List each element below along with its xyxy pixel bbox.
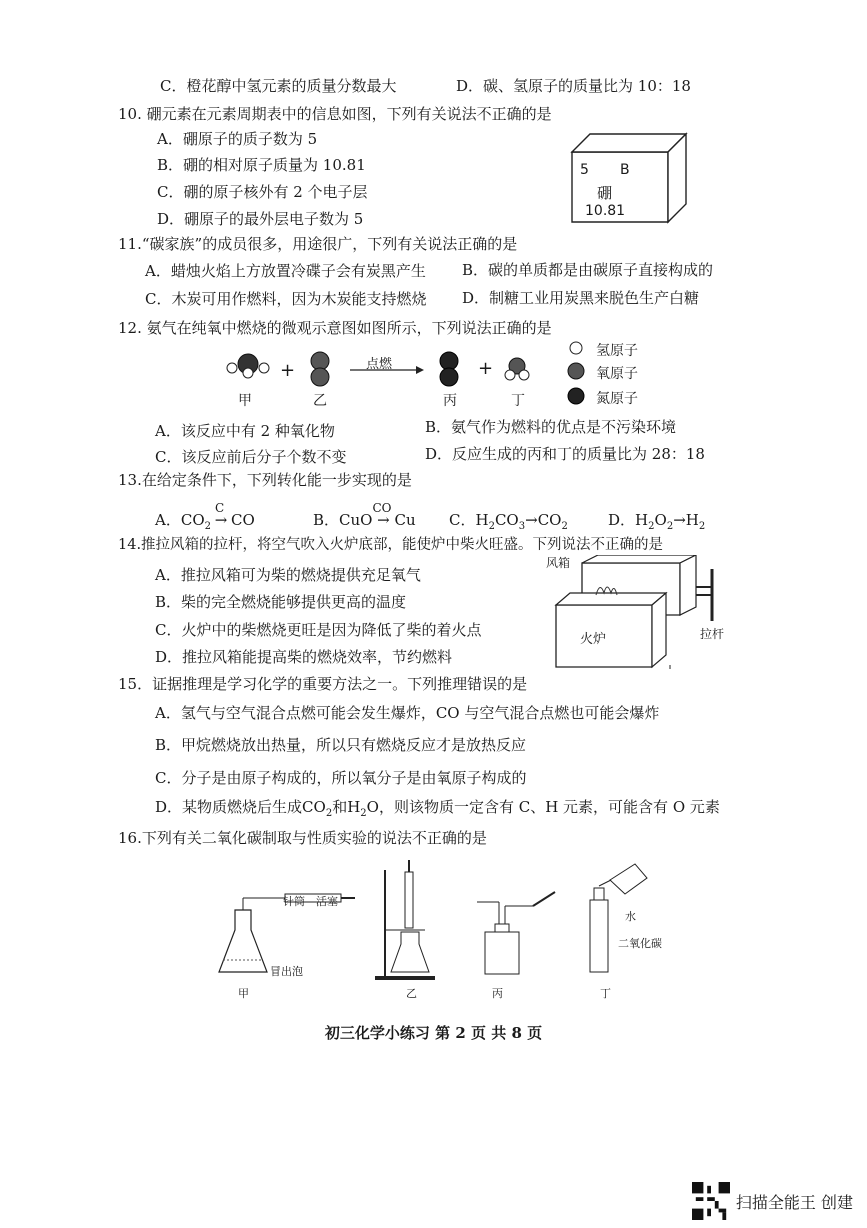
element-symbol: B bbox=[620, 162, 630, 178]
plunger-label: 活塞 bbox=[316, 895, 338, 908]
element-name: 硼 bbox=[597, 184, 613, 202]
label-yi: 乙 bbox=[313, 393, 327, 409]
legend-oxygen: 氧原子 bbox=[596, 366, 638, 382]
q15-option-a: A．氢气与空气混合点燃可能会发生爆炸，CO 与空气混合点燃也可能会爆炸 bbox=[155, 704, 660, 722]
label-yi-16: 乙 bbox=[406, 987, 417, 1000]
element-number: 5 bbox=[580, 162, 589, 178]
qr-code-icon bbox=[692, 1182, 730, 1220]
q10-option-d: D．硼原子的最外层电子数为 5 bbox=[157, 210, 364, 228]
q11-option-c: C．木炭可用作燃料，因为木炭能支持燃烧 bbox=[145, 290, 427, 308]
q14-stem: 14.推拉风箱的拉杆，将空气吹入火炉底部，能使炉中柴火旺盛。下列说法不正确的是 bbox=[118, 537, 664, 553]
q12-stem: 12. 氨气在纯氧中燃烧的微观示意图如图所示，下列说法正确的是 bbox=[118, 319, 552, 337]
legend-hydrogen: 氢原子 bbox=[596, 343, 638, 359]
q14-option-c: C．火炉中的柴燃烧更旺是因为降低了柴的着火点 bbox=[155, 621, 482, 639]
furnace-label: 火炉 bbox=[580, 632, 607, 647]
q10-option-c: C．硼的原子核外有 2 个电子层 bbox=[157, 183, 368, 201]
syringe-label: 针筒 bbox=[283, 895, 305, 908]
q13-option-b: B．CuO → CO Cu bbox=[313, 501, 416, 529]
rod-label: 拉杆 bbox=[700, 627, 725, 641]
page-footer: 初三化学小练习 第 2 页 共 8 页 bbox=[324, 1024, 543, 1042]
bubbles-label: 冒出泡 bbox=[270, 965, 303, 978]
q11-option-b: B．碳的单质都是由碳原子直接构成的 bbox=[462, 261, 714, 279]
q10-option-a: A．硼原子的质子数为 5 bbox=[157, 130, 318, 148]
q13-option-c: C．$H_2CO_3\to CO_2$ bbox=[449, 511, 568, 532]
q12-option-a: A．该反应中有 2 种氧化物 bbox=[155, 422, 335, 440]
q12-option-d: D．反应生成的丙和丁的质量比为 28：18 bbox=[425, 445, 705, 463]
element-mass: 10.81 bbox=[585, 203, 626, 219]
q12-option-c: C．该反应前后分子个数不变 bbox=[155, 448, 347, 466]
q15-option-b: B．甲烷燃烧放出热量，所以只有燃烧反应才是放热反应 bbox=[155, 736, 527, 754]
q13-option-a: A．$CO_2$ → C CO bbox=[155, 501, 255, 532]
plus-sign-2: + bbox=[478, 358, 494, 379]
q13-stem: 13.在给定条件下，下列转化能一步实现的是 bbox=[118, 471, 412, 489]
q12-option-b: B．氨气作为燃料的优点是不污染环境 bbox=[425, 418, 677, 436]
stamp-text: 扫描全能王 创建 bbox=[735, 1192, 853, 1212]
q15-stem: 15．证据推理是学习化学的重要方法之一。下列推理错误的是 bbox=[118, 675, 528, 693]
q10-option-b: B．硼的相对原子质量为 10.81 bbox=[157, 156, 366, 174]
label-ding: 丁 bbox=[511, 393, 525, 409]
q15-option-c: C．分子是由原子构成的，所以氧分子是由氧原子构成的 bbox=[155, 769, 527, 787]
q9-option-d: D．碳、氢原子的质量比为 10：18 bbox=[456, 77, 691, 95]
q11-option-a: A．蜡烛火焰上方放置冷碟子会有炭黑产生 bbox=[145, 262, 426, 280]
bellows-label: 风箱 bbox=[546, 556, 571, 570]
label-bing-16: 丙 bbox=[492, 987, 503, 1000]
legend-nitrogen: 氮原子 bbox=[596, 391, 638, 407]
q16-stem: 16.下列有关二氧化碳制取与性质实验的说法不正确的是 bbox=[118, 829, 487, 847]
label-jia-16: 甲 bbox=[238, 987, 249, 1000]
q9-option-c: C．橙花醇中氢元素的质量分数最大 bbox=[160, 77, 397, 95]
arrow-condition: 点燃 bbox=[366, 357, 393, 372]
water-label: 水 bbox=[625, 910, 636, 923]
q11-stem: 11.“碳家族”的成员很多，用途很广，下列有关说法正确的是 bbox=[118, 235, 518, 253]
label-ding-16: 丁 bbox=[600, 987, 611, 1000]
plus-sign-1: + bbox=[280, 360, 296, 381]
q11-option-d: D．制糖工业用炭黑来脱色生产白糖 bbox=[462, 289, 700, 307]
q10-stem: 10. 硼元素在元素周期表中的信息如图，下列有关说法不正确的是 bbox=[118, 105, 552, 123]
q14-option-b: B．柴的完全燃烧能够提供更高的温度 bbox=[155, 593, 407, 611]
q14-option-a: A．推拉风箱可为柴的燃烧提供充足氧气 bbox=[155, 566, 421, 584]
label-jia: 甲 bbox=[238, 393, 252, 409]
q15-option-d: D．某物质燃烧后生成$CO_2$和$H_2O$，则该物质一定含有 C、H 元素，可能含有 O 元素 bbox=[155, 798, 720, 819]
co2-label: 二氧化碳 bbox=[618, 937, 662, 950]
q14-option-d: D．推拉风箱能提高柴的燃烧效率，节约燃料 bbox=[155, 648, 453, 666]
bellows-furnace-figure bbox=[540, 555, 740, 675]
scanner-stamp bbox=[692, 1182, 853, 1220]
q13-option-d: D．$H_2O_2\to H_2$ bbox=[608, 511, 706, 532]
label-bing: 丙 bbox=[443, 393, 457, 409]
